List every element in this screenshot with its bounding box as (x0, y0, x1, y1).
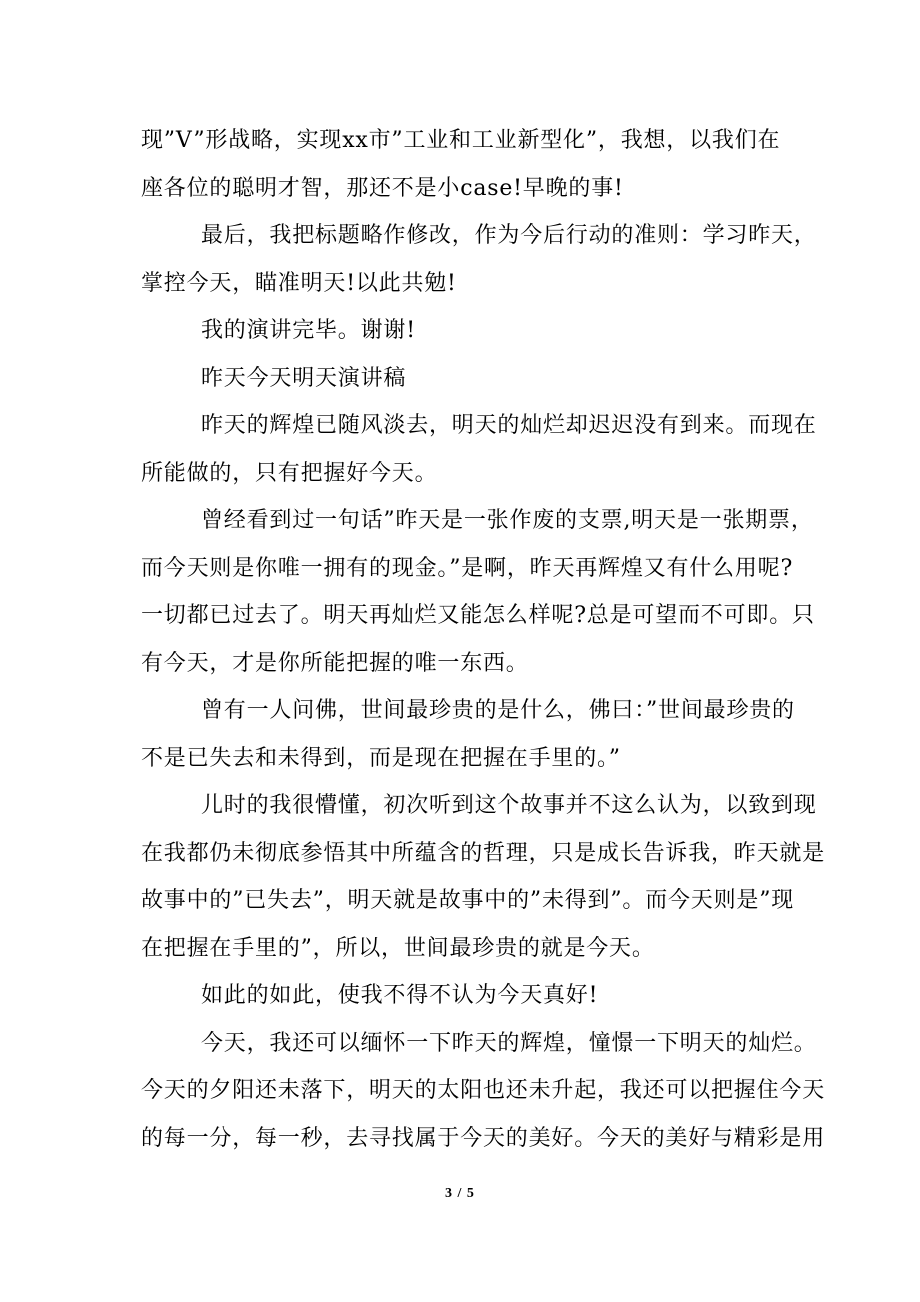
text-line: 昨天的辉煌已随风淡去，明天的灿烂却迟迟没有到来。而现在 (201, 413, 817, 438)
text-line: 现”V”形战略，实现xx市”工业和工业新型化”，我想，以我们在 (141, 128, 781, 153)
text-line: 所能做的，只有把握好今天。 (141, 460, 438, 486)
text-line: 我的演讲完毕。谢谢! (201, 318, 416, 343)
text-line: 不是已失去和未得到，而是现在把握在手里的。” (141, 745, 621, 771)
text-line: 昨天今天明天演讲稿 (201, 365, 407, 391)
text-line: 的每一分，每一秒，去寻找属于今天的美好。今天的美好与精彩是用 (141, 1125, 826, 1151)
text-line: 在我都仍未彻底参悟其中所蕴含的哲理，只是成长告诉我，昨天就是 (141, 840, 826, 866)
text-line: 曾经看到过一句话”昨天是一张作废的支票,明天是一张期票， (201, 508, 814, 533)
text-line: 今天，我还可以缅怀一下昨天的辉煌，憧憬一下明天的灿烂。 (201, 1030, 817, 1056)
document-body (141, 117, 826, 1162)
text-line: 故事中的”已失去”，明天就是故事中的”未得到”。而今天则是”现 (141, 888, 795, 913)
text-line: 而今天则是你唯一拥有的现金。”是啊，昨天再辉煌又有什么用呢? (141, 555, 794, 581)
text-line: 有今天，才是你所能把握的唯一东西。 (141, 650, 529, 676)
text-line: 如此的如此，使我不得不认为今天真好! (201, 983, 599, 1008)
text-line: 曾有一人问佛，世间最珍贵的是什么，佛曰：”世间最珍贵的 (201, 698, 795, 723)
text-line: 最后，我把标题略作修改，作为今后行动的准则：学习昨天， (201, 223, 817, 248)
page-number: 3 / 5 (445, 1186, 475, 1201)
text-line: 掌控今天，瞄准明天!以此共勉! (141, 270, 457, 296)
text-line: 儿时的我很懵懂，初次听到这个故事并不这么认为，以致到现 (201, 793, 817, 818)
text-line: 座各位的聪明才智，那还不是小case!早晚的事! (141, 175, 624, 201)
text-line: 一切都已过去了。明天再灿烂又能怎么样呢?总是可望而不可即。只 (141, 603, 815, 628)
text-line: 在把握在手里的”，所以，世间最珍贵的就是今天。 (141, 935, 655, 961)
text-line: 今天的夕阳还未落下，明天的太阳也还未升起，我还可以把握住今天 (141, 1078, 826, 1103)
